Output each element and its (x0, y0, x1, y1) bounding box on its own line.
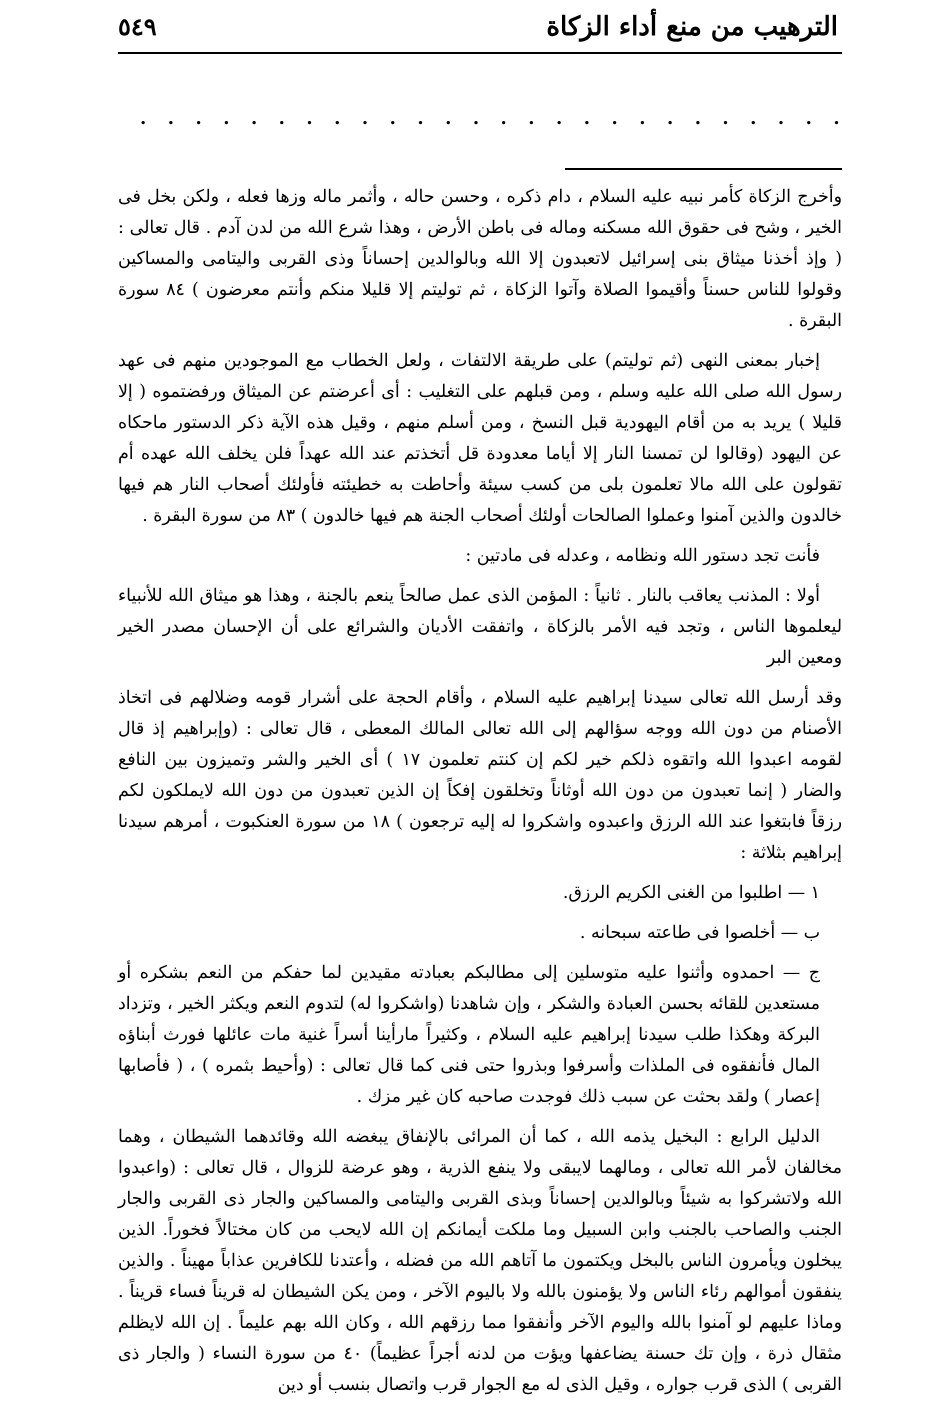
separator-dot: . (472, 108, 480, 129)
header-rule (118, 52, 842, 54)
separator-dot: . (167, 108, 175, 129)
paragraph: الدليل الرابع : البخيل يذمه الله ، كما أن المرائى بالإنفاق يبغضه الله وقائدهما الشيطان ، وهما مخالفان لأمر الله تعالى ، ومالهما لايبقى ولا ينفع الذرية ، وهو عرضة للزوال ، قال تعالى : (واعبدوا الله ولاتشركوا به شيئاً وبالوالدين إحساناً وبذى القربى واليتامى والمساكين والجار ذى القربى والجار الجنب والصاحب بالجنب وابن السبيل وما ملكت أيمانكم إن الله لايحب من كان مختالاً فخوراً. الذين يبخلون ويأمرون الناس بالبخل ويكتمون ما آتاهم الله من فضله ، وأعتدنا للكافرين عذاباً مهيناً . والذين ينفقون أموالهم رئاء الناس ولا يؤمنون بالله ولا باليوم الآخر ، ومن يكن الشيطان له قريناً فساء قريناً . وماذا عليهم لو آمنوا بالله واليوم الآخر وأنفقوا مما رزقهم الله ، وكان الله بهم عليماً . إن الله لايظلم مثقال ذرة ، وإن تك حسنة يضاعفها ويؤت من لدنه أجراً عظيماً) ٤٠ من سورة النساء ( والجار ذى القربى ) الذى قرب جواره ، وقيل الذى له مع الجوار قرب واتصال بنسب أو دين (118, 1127, 842, 1395)
list-item: ١ — اطلبوا من الغنى الكريم الرزق. (562, 883, 820, 903)
separator-dot: . (805, 108, 812, 129)
separator-dot: . (639, 108, 646, 129)
paragraph: أولا : المذنب يعاقب بالنار . ثانياً : المؤمن الذى عمل صالحاً ينعم بالجنة ، وهذا هو ميثاق الله للأنبياء ليعلموها الناس ، وتجد فيه الأمر بالزكاة ، واتفقت الأديان والشرائع على أن الإحسان مصدر الخير ومعين البر (118, 586, 842, 668)
separator-dot: . (223, 108, 230, 129)
paragraph: فأنت تجد دستور الله ونظامه ، وعدله فى مادتين : (465, 546, 820, 566)
separator-dot: . (140, 108, 147, 129)
body-text (118, 182, 842, 1401)
separator-dot: . (556, 108, 563, 129)
separator-dot: . (306, 108, 313, 129)
page-number: ٥٤٩ (118, 12, 157, 41)
separator-dot: . (722, 108, 729, 129)
separator-dot: . (417, 108, 424, 129)
list-item: ب — أخلصوا فى طاعته سبحانه . (579, 923, 820, 943)
separator-dot: . (250, 108, 258, 129)
separator-dot: . (583, 108, 591, 129)
separator-dot: . (445, 108, 452, 129)
separator-dot: . (195, 108, 202, 129)
separator-dot: . (694, 108, 701, 129)
separator-dot: . (500, 108, 507, 129)
dotted-separator (140, 108, 840, 129)
separator-dot: . (833, 108, 840, 129)
running-title: الترهيب من منع أداء الزكاة (546, 12, 838, 42)
separator-dot: . (361, 108, 369, 129)
paragraph: وقد أرسل الله تعالى سيدنا إبراهيم عليه السلام ، وأقام الحجة على أشرار قومه وضلالهم فى اتخاذ الأصنام من دون الله ووجه سؤالهم إلى الله تعالى المالك المعطى ، قال تعالى : (وإبراهيم إذ قال لقومه اعبدوا الله واتقوه ذلكم خير لكم إن كنتم تعلمون ١٧ ) أى الخير والشر وتميزون بين النافع والضار ( إنما تعبدون من دون الله أوثاناً وتخلقون إفكاً إن الذين تعبدون من دون الله لايملكون لكم رزقاً فابتغوا عند الله الرزق واعبدوه واشكروا له إليه ترجعون ) ١٨ من سورة العنكبوت ، أمرهم سيدنا إبراهيم بثلاثة : (118, 688, 842, 863)
separator-dot: . (750, 108, 757, 129)
separator-dot: . (389, 108, 396, 129)
separator-dot: . (611, 108, 618, 129)
separator-dot: . (278, 108, 285, 129)
paragraph: إخبار بمعنى النهى (ثم توليتم) على طريقة الالتفات ، ولعل الخطاب مع الموجودين منهم فى عهد رسول الله صلى الله عليه وسلم ، ومن قبلهم على التغليب : أى أعرضتم عن الميثاق ورفضتموه ( إلا قليلا ) يريد به من أقام اليهودية قبل النسخ ، ومن أسلم منهم ، وقيل هذه الآية ذكر الدستور ماحكاه عن اليهود (وقالوا لن تمسنا النار إلا أياما معدودة قل أتخذتم عند الله عهداً فلن يخلف الله عهده أم تقولون على الله مالا تعلمون بلى من كسب سيئة وأحاطت به خطيئته فأولئك أصحاب النار هم فيها خالدون والذين آمنوا وعملوا الصالحات أولئك أصحاب الجنة هم فيها خالدون ) ٨٣ من سورة البقرة . (118, 351, 842, 526)
separator-dot: . (334, 108, 341, 129)
list-item: ج — احمدوه وأثنوا عليه متوسلين إلى مطالبكم بعبادته مقيدين لما حفكم من النعم بشكره أو مستعدين للقائه بحسن العبادة والشكر ، وإن شاهدنا (واشكروا له) لتدوم النعم ويكثر الخير ، وتزداد البركة وهكذا طلب سيدنا إبراهيم عليه السلام ، وكثيراً مارأينا أسراً غنية مات عائلها فورث أبناؤه المال فأنفقوه فى الملذات وأسرفوا وبذروا حتى فنى كما قال تعالى : (وأحيط بثمره ) ، ( فأصابها إعصار ) ولقد بحثت عن سبب ذلك فوجدت صاحبه كان غير مزك . (118, 963, 820, 1107)
separator-dot: . (528, 108, 535, 129)
section-rule (565, 168, 842, 170)
paragraph: وأخرج الزكاة كأمر نبيه عليه السلام ، دام ذكره ، وحسن حاله ، وأثمر ماله وزها فعله ، ولكن بخل فى الخير ، وشح فى حقوق الله مسكنه وماله فى باطن الأرض ، وهذا شرع الله من لدن آدم . قال تعالى : ( وإذ أخذنا ميثاق بنى إسرائيل لاتعبدون إلا الله وبالوالدين إحساناً وذى القربى واليتامى والمساكين وقولوا للناس حسناً وأقيموا الصلاة وآتوا الزكاة ، ثم توليتم إلا قليلا منكم وأنتم معرضون ) ٨٤ سورة البقرة . (118, 187, 843, 331)
separator-dot: . (777, 108, 785, 129)
page-header (118, 12, 838, 42)
separator-dot: . (666, 108, 674, 129)
